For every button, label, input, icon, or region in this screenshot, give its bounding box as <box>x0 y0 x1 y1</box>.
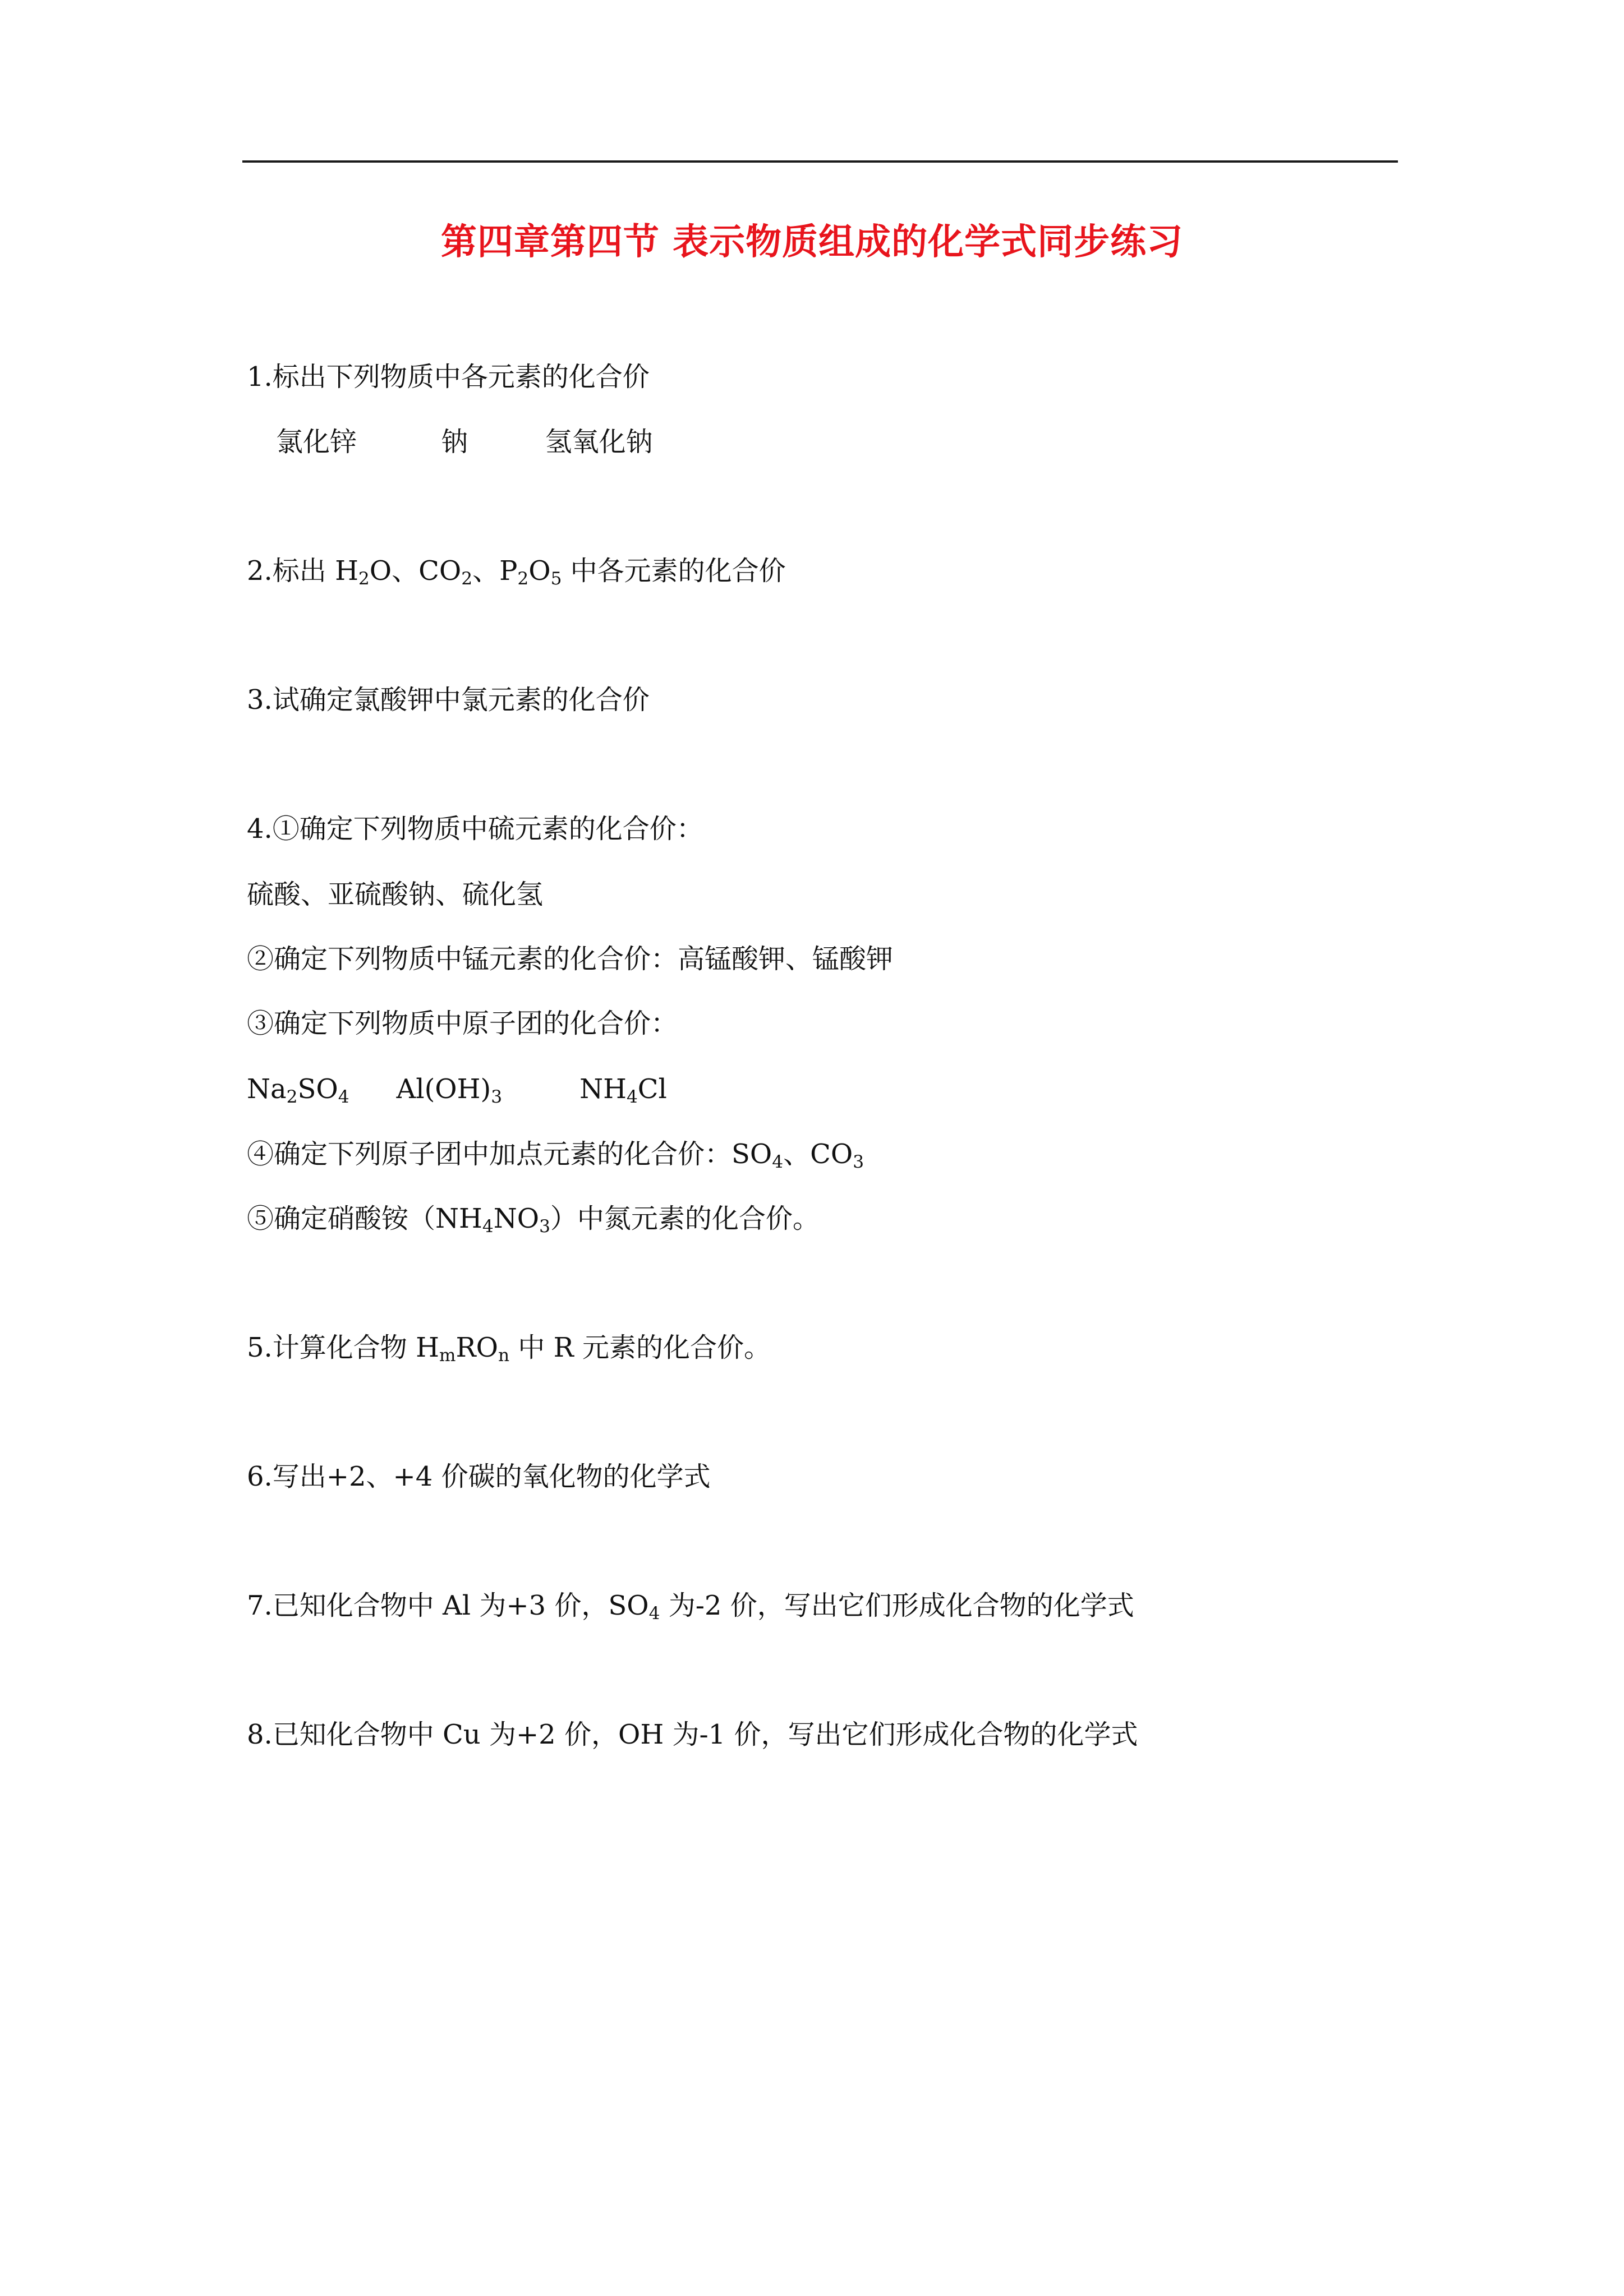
formula-al-oh-3: $Al(OH)_3$ <box>396 1073 503 1107</box>
question-4-part-1: 4.①确定下列物质中硫元素的化合价： <box>247 813 703 845</box>
question-5: 5.计算化合物 $H_mRO_n$ 中 R 元素的化合价。 <box>247 1332 771 1366</box>
question-2: 2.标出 $H_2O$、$CO_2$、$P_2O_5$ 中各元素的化合价 <box>247 555 786 589</box>
formula-na2so4: $Na_2SO_4$ <box>247 1073 349 1107</box>
formula-hmron: $H_mRO_n$ <box>416 1332 510 1366</box>
formula-nh4no3: $NH_4NO_3$ <box>435 1203 550 1237</box>
formula-co2: $CO_2$ <box>418 555 473 589</box>
header-rule <box>242 160 1398 163</box>
question-4-part-3: ③确定下列物质中原子团的化合价： <box>247 1008 678 1039</box>
question-8: 8.已知化合物中 Cu 为+2 价，OH 为-1 价，写出它们形成化合物的化学式 <box>247 1719 1138 1750</box>
formula-so4-q7: $SO_4$ <box>608 1590 660 1624</box>
formula-h2o: $H_2O$ <box>335 555 392 589</box>
question-7: 7.已知化合物中 Al 为+3 价，$SO_4$ 为-2 价，写出它们形成化合物的化学式 <box>247 1590 1134 1624</box>
question-4-part-2: ②确定下列物质中锰元素的化合价：高锰酸钾、锰酸钾 <box>247 943 894 975</box>
formula-p2o5: $P_2O_5$ <box>499 555 562 589</box>
question-4-formulas <box>247 1072 667 1106</box>
q1-item-sodium: 钠 <box>441 426 468 458</box>
document-title: 第四章第四节 表示物质组成的化学式同步练习 <box>440 222 1184 263</box>
question-4-part-4: ④确定下列原子团中加点元素的化合价：$SO_4$、$CO_3$ <box>247 1138 864 1172</box>
question-1: 1.标出下列物质中各元素的化合价 <box>247 361 650 393</box>
q1-item-zinc-chloride: 氯化锌 <box>276 426 357 458</box>
formula-so4: $SO_4$ <box>732 1138 784 1172</box>
formula-nh4cl: $NH_4Cl$ <box>579 1073 667 1107</box>
formula-co3: $CO_3$ <box>810 1138 864 1172</box>
question-3: 3.试确定氯酸钾中氯元素的化合价 <box>247 684 650 716</box>
question-1-items <box>276 425 653 459</box>
q1-item-sodium-hydroxide: 氢氧化钠 <box>545 426 653 458</box>
question-6: 6.写出+2、+4 价碳的氧化物的化学式 <box>247 1461 711 1492</box>
question-4-substances: 硫酸、亚硫酸钠、硫化氢 <box>247 879 544 910</box>
q2-prefix: 2.标出 <box>247 555 335 587</box>
question-4-part-5: ⑤确定硝酸铵$(NH_4NO_3)$中氮元素的化合价。 <box>247 1203 820 1237</box>
q2-suffix: 中各元素的化合价 <box>562 555 786 587</box>
